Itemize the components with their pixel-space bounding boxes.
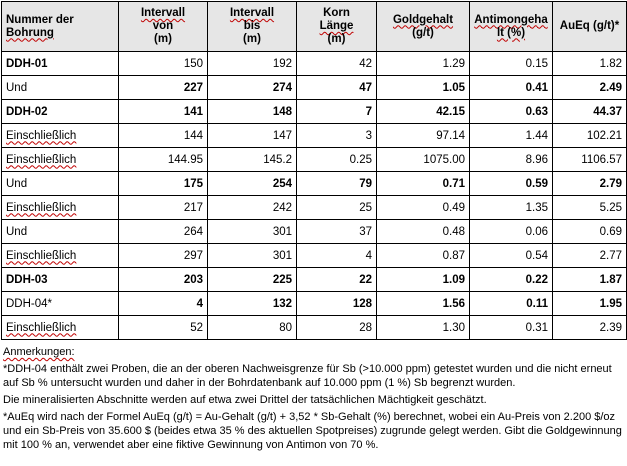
- header-antimon: Antimongeha lt (%): [470, 2, 553, 52]
- notes-section: [3, 345, 625, 455]
- cell-gold: 1.56: [377, 292, 470, 316]
- cell-sb: 0.31: [470, 316, 553, 340]
- cell-sb: 0.41: [470, 76, 553, 100]
- header-bohrung: Nummer der Bohrung: [2, 2, 119, 52]
- table-row: [2, 76, 627, 100]
- cell-aueq: 2.79: [553, 172, 627, 196]
- cell-label: Und: [2, 76, 119, 100]
- cell-aueq: 5.25: [553, 196, 627, 220]
- header-aueq: AuEq (g/t)*: [553, 2, 627, 52]
- cell-gold: 1.30: [377, 316, 470, 340]
- cell-laenge: 7: [297, 100, 377, 124]
- cell-aueq: 2.39: [553, 316, 627, 340]
- cell-gold: 97.14: [377, 124, 470, 148]
- table-row: [2, 292, 627, 316]
- table-row: [2, 316, 627, 340]
- cell-laenge: 0.25: [297, 148, 377, 172]
- cell-bis: 274: [208, 76, 297, 100]
- cell-label: Und: [2, 220, 119, 244]
- cell-bis: 132: [208, 292, 297, 316]
- cell-gold: 0.48: [377, 220, 470, 244]
- cell-laenge: 47: [297, 76, 377, 100]
- cell-sb: 0.59: [470, 172, 553, 196]
- header-gold: Goldgehalt (g/t): [377, 2, 470, 52]
- cell-label: DDH-02: [2, 100, 119, 124]
- cell-label: Einschließlich: [2, 196, 119, 220]
- cell-sb: 8.96: [470, 148, 553, 172]
- cell-sb: 0.11: [470, 292, 553, 316]
- cell-sb: 0.54: [470, 244, 553, 268]
- cell-sb: 0.06: [470, 220, 553, 244]
- cell-laenge: 22: [297, 268, 377, 292]
- table-row: [2, 220, 627, 244]
- cell-bis: 301: [208, 244, 297, 268]
- cell-aueq: 0.69: [553, 220, 627, 244]
- cell-bis: 242: [208, 196, 297, 220]
- cell-aueq: 2.49: [553, 76, 627, 100]
- note-ddh04: *DDH-04 enthält zwei Proben, die an der oberen Nachweisgrenze für Sb (>10.000 ppm) getestet wurden und die nicht erneut auf Sb % untersucht wurden und daher in der Bohrdatenbank auf 10.000 ppm (1 %) Sb begrenzt wurden.: [3, 363, 612, 389]
- cell-aueq: 1.95: [553, 292, 627, 316]
- cell-sb: 0.63: [470, 100, 553, 124]
- cell-label: Einschließlich: [2, 316, 119, 340]
- cell-bis: 145.2: [208, 148, 297, 172]
- cell-laenge: 3: [297, 124, 377, 148]
- cell-von: 297: [119, 244, 208, 268]
- table-row: [2, 244, 627, 268]
- cell-von: 4: [119, 292, 208, 316]
- cell-von: 217: [119, 196, 208, 220]
- notes-heading: Anmerkungen:: [3, 346, 75, 358]
- cell-sb: 0.15: [470, 52, 553, 76]
- table-row: [2, 172, 627, 196]
- cell-gold: 0.49: [377, 196, 470, 220]
- note-thickness: Die mineralisierten Abschnitte werden auf etwa zwei Drittel der tatsächlichen Mächtigkeit geschätzt.: [3, 394, 487, 406]
- table-row: [2, 268, 627, 292]
- cell-label: Und: [2, 172, 119, 196]
- cell-laenge: 37: [297, 220, 377, 244]
- cell-label: DDH-01: [2, 52, 119, 76]
- cell-sb: 1.35: [470, 196, 553, 220]
- cell-bis: 148: [208, 100, 297, 124]
- cell-gold: 1.09: [377, 268, 470, 292]
- cell-bis: 254: [208, 172, 297, 196]
- table-row: [2, 124, 627, 148]
- cell-label: Einschließlich: [2, 244, 119, 268]
- table-row: [2, 100, 627, 124]
- cell-gold: 1.05: [377, 76, 470, 100]
- cell-bis: 225: [208, 268, 297, 292]
- cell-sb: 1.44: [470, 124, 553, 148]
- cell-von: 175: [119, 172, 208, 196]
- cell-label: Einschließlich: [2, 124, 119, 148]
- cell-sb: 0.22: [470, 268, 553, 292]
- cell-label: DDH-04*: [2, 292, 119, 316]
- cell-von: 144.95: [119, 148, 208, 172]
- cell-bis: 147: [208, 124, 297, 148]
- cell-bis: 192: [208, 52, 297, 76]
- cell-bis: 301: [208, 220, 297, 244]
- cell-von: 144: [119, 124, 208, 148]
- cell-von: 203: [119, 268, 208, 292]
- cell-gold: 0.71: [377, 172, 470, 196]
- cell-von: 264: [119, 220, 208, 244]
- cell-gold: 1075.00: [377, 148, 470, 172]
- cell-von: 150: [119, 52, 208, 76]
- cell-laenge: 4: [297, 244, 377, 268]
- table-row: [2, 148, 627, 172]
- table-row: [2, 52, 627, 76]
- drill-results-table: [1, 1, 627, 340]
- cell-gold: 0.87: [377, 244, 470, 268]
- header-laenge: Korn Länge (m): [297, 2, 377, 52]
- cell-laenge: 79: [297, 172, 377, 196]
- header-von: Intervall von (m): [119, 2, 208, 52]
- cell-laenge: 28: [297, 316, 377, 340]
- cell-laenge: 25: [297, 196, 377, 220]
- cell-label: DDH-03: [2, 268, 119, 292]
- cell-aueq: 1.87: [553, 268, 627, 292]
- table-row: [2, 196, 627, 220]
- note-aueq-formula: *AuEq wird nach der Formel AuEq (g/t) = Au-Gehalt (g/t) + 3,52 * Sb-Gehalt (%) berechnet, wobei ein Au-Preis von 2.200 $/oz und ein Sb-Preis von 35.600 $ (beides etwa 35 % des aktuellen Spotpreises) zugrunde gelegt werden. Gibt die Goldgewinnung mit 100 % an, verwendet aber eine fiktive Gewinnung von Antimon von 70 %.: [3, 411, 622, 451]
- cell-von: 52: [119, 316, 208, 340]
- header-row: [2, 2, 627, 52]
- cell-aueq: 102.21: [553, 124, 627, 148]
- cell-von: 141: [119, 100, 208, 124]
- header-bis: Intervall bis (m): [208, 2, 297, 52]
- cell-aueq: 2.77: [553, 244, 627, 268]
- cell-label: Einschließlich: [2, 148, 119, 172]
- cell-laenge: 128: [297, 292, 377, 316]
- cell-aueq: 44.37: [553, 100, 627, 124]
- cell-bis: 80: [208, 316, 297, 340]
- cell-gold: 42.15: [377, 100, 470, 124]
- cell-laenge: 42: [297, 52, 377, 76]
- cell-von: 227: [119, 76, 208, 100]
- cell-aueq: 1.82: [553, 52, 627, 76]
- cell-aueq: 1106.57: [553, 148, 627, 172]
- cell-gold: 1.29: [377, 52, 470, 76]
